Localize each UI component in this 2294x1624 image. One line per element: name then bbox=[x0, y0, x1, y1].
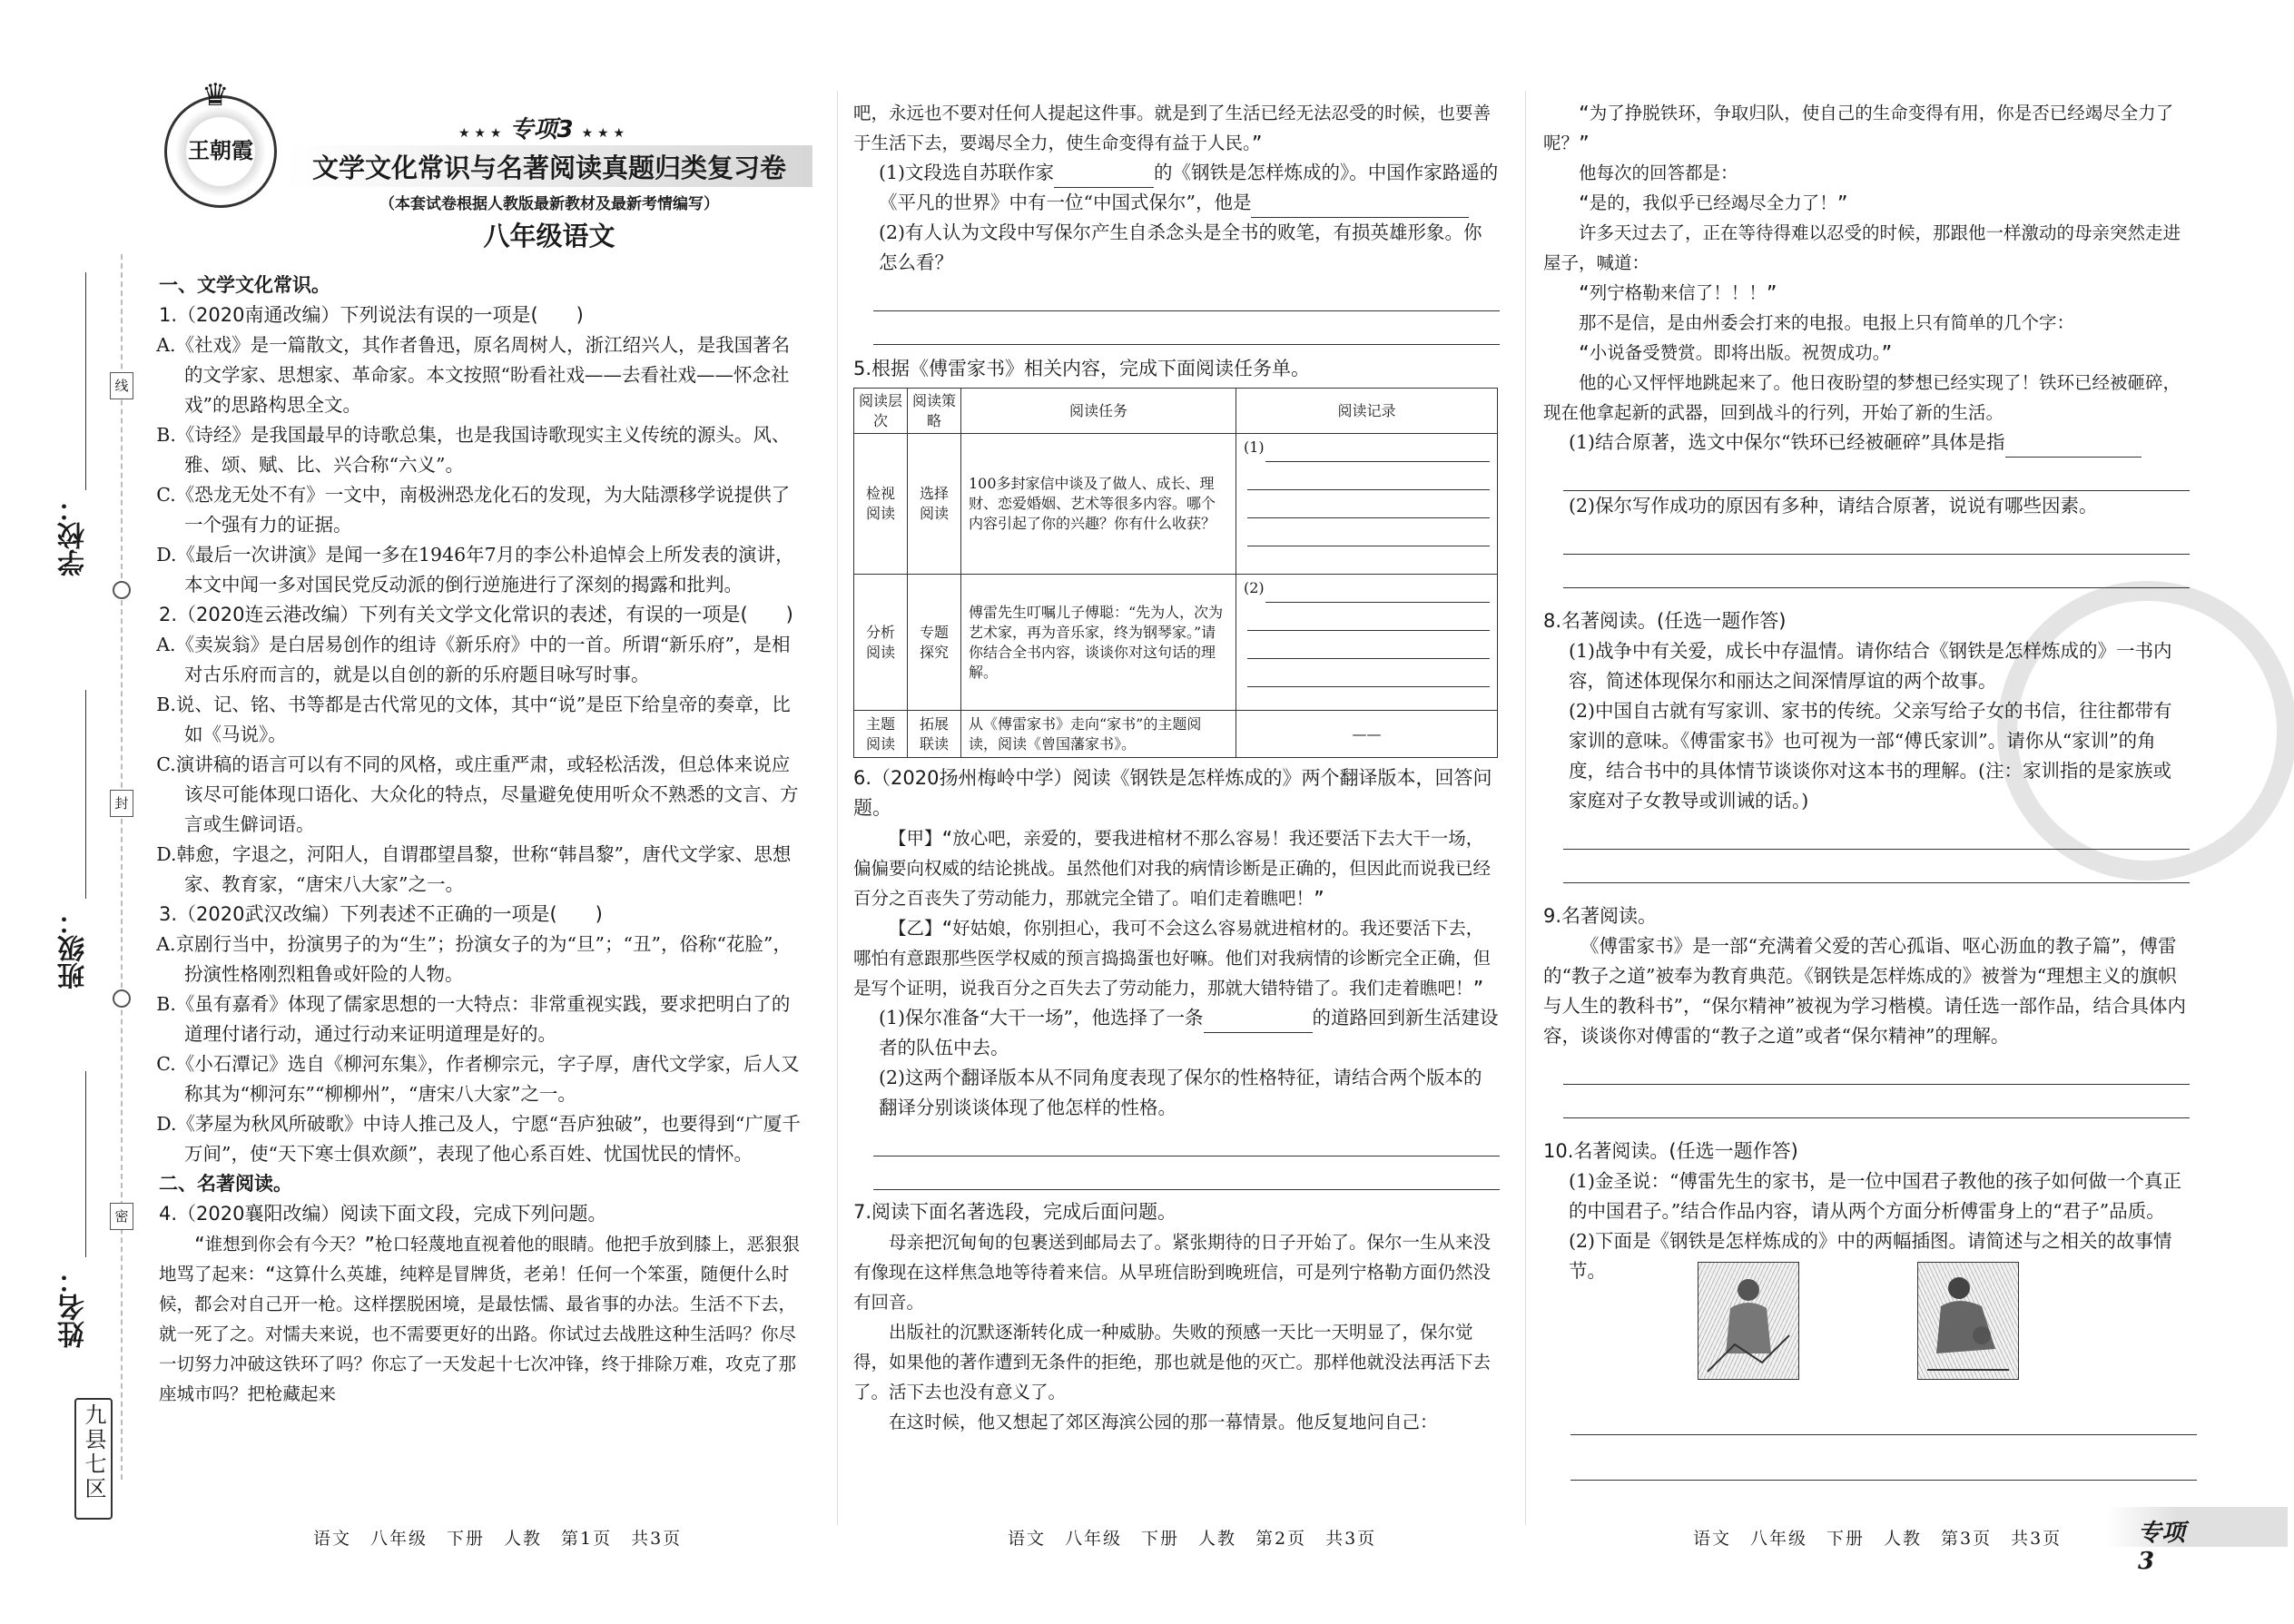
option-1a: A.《社戏》是一篇散文，其作者鲁迅，原名周树人，浙江绍兴人，是我国著名的文学家、思想家、革命家。本文按照“盼看社戏——去看社戏——怀念社戏”的思路构思全文。 bbox=[156, 334, 791, 416]
answer-line[interactable] bbox=[873, 1128, 1500, 1156]
option-3d: D.《茅屋为秋风所破歌》中诗人推己及人，宁愿“吾庐独破”，也要得到“广厦千万间”，使“天下寒士俱欢颜”，表现了他心系百姓、忧国忧民的情怀。 bbox=[156, 1113, 801, 1165]
question-10: 10.名著阅读。(任选一题作答) bbox=[1543, 1140, 1798, 1162]
section-tag: 专项3 bbox=[2138, 1520, 2186, 1575]
page-2-body bbox=[853, 98, 1500, 1437]
answer-line[interactable] bbox=[1570, 1480, 2197, 1481]
table-header: 阅读策略 bbox=[908, 389, 961, 434]
star-icon: ★ ★ ★ bbox=[458, 126, 502, 141]
answer-line[interactable] bbox=[1265, 445, 1490, 462]
question-10-2: (2)下面是《钢铁是怎样炼成的》中的两幅插图。请简述与之相关的故事情节。 bbox=[1569, 1230, 2172, 1282]
name-label: 姓名： bbox=[58, 1266, 90, 1348]
answer-line[interactable] bbox=[1247, 497, 1490, 518]
answer-blank[interactable] bbox=[1204, 1012, 1313, 1033]
answer-line[interactable] bbox=[1265, 586, 1490, 603]
table-row: 检视阅读 选择阅读 100多封家信中谈及了做人、成长、理财、恋爱婚姻、艺术等很多内容。哪个内容引起了你的兴趣？你有什么收获？ (1) bbox=[854, 434, 1498, 575]
grade-title: 八年级语文 bbox=[483, 221, 615, 251]
question-3: 3.（2020武汉改编）下列表述不正确的一项是( ) bbox=[159, 903, 603, 925]
answer-line[interactable] bbox=[1570, 1434, 2197, 1435]
question-6: 6.（2020扬州梅岭中学）阅读《钢铁是怎样炼成的》两个翻译版本，回答问题。 bbox=[853, 767, 1492, 819]
option-3c: C.《小石潭记》选自《柳河东集》，作者柳宗元，字子厚，唐代文学家，后人又称其为“柳河东”“柳柳州”，“唐宋八大家”之一。 bbox=[156, 1053, 800, 1105]
corner-tag bbox=[2106, 1507, 2288, 1547]
answer-line[interactable] bbox=[873, 317, 1500, 345]
question-8-1: (1)战争中有关爱，成长中存温情。请你结合《钢铁是怎样炼成的》一书内容，简述体现保尔和丽达之间深情厚谊的两个故事。 bbox=[1569, 640, 2172, 692]
illustration-figure bbox=[1698, 1263, 1798, 1379]
cut-label-secret: 密 bbox=[110, 1203, 133, 1230]
cut-label-line: 线 bbox=[110, 372, 133, 399]
column-divider bbox=[1525, 91, 1526, 1525]
table-row: 主题阅读 拓展联读 从《傅雷家书》走向“家书”的主题阅读，阅读《曾国藩家书》。 —— bbox=[854, 711, 1498, 758]
reading-task-table bbox=[853, 388, 1498, 758]
passage-7-5: 他每次的回答都是： bbox=[1579, 162, 1738, 183]
illustration-1 bbox=[1698, 1262, 1799, 1380]
passage-6-yi: 【乙】“好姑娘，你别担心，我可不会这么容易就进棺材的。我还要活下去，哪怕有意跟那些医学权威的预言捣捣蛋也好嘛。他们对我病情的诊断完全正确，但是写个证明，说我百分之百失去了劳动能力，那就大错特错了。我们走着瞧吧！” bbox=[853, 918, 1492, 999]
page-3-body bbox=[1543, 98, 2190, 1286]
answer-line[interactable] bbox=[1563, 527, 2190, 555]
passage-7-11: 他的心又怦怦地跳起来了。他日夜盼望的梦想已经实现了！铁环已经被砸碎，现在他拿起新的武器，回到战斗的行列，开始了新的生活。 bbox=[1543, 372, 2181, 423]
class-label: 班级： bbox=[58, 908, 90, 989]
page-1-body bbox=[156, 271, 808, 1409]
table-row: 分析阅读 专题探究 傅雷先生叮嘱儿子傅聪：“先为人，次为艺术家，再为音乐家，终为钢琴家。”请你结合全书内容，谈谈你对这句话的理解。 (2) bbox=[854, 575, 1498, 711]
question-4: 4.（2020襄阳改编）阅读下面文段，完成下列问题。 bbox=[159, 1203, 607, 1225]
cut-circle-2 bbox=[113, 989, 131, 1008]
option-3a: A.京剧行当中，扮演男子的为“生”；扮演女子的为“旦”；“丑”，俗称“花脸”，扮演性格刚烈粗鲁或奸险的人物。 bbox=[156, 933, 792, 985]
question-5: 5.根据《傅雷家书》相关内容，完成下面阅读任务单。 bbox=[853, 358, 1311, 379]
question-4-1: (1)文段选自苏联作家 的《钢铁是怎样炼成的》。中国作家路遥的《平凡的世界》中有一位“中国式保尔”，他是 bbox=[853, 158, 1500, 218]
county-badge: 九县七区 bbox=[74, 1398, 113, 1520]
passage-7-2: 出版社的沉默逐渐转化成一种威胁。失败的预感一天比一天明显了，保尔觉得，如果他的著作遭到无条件的拒绝，那也就是他的灭亡。那样他就没法再活下去了。活下去也没有意义了。 bbox=[853, 1322, 1492, 1403]
passage-7-4: “为了挣脱铁环，争取归队，使自己的生命变得有用，你是否已经竭尽全力了呢？” bbox=[1543, 103, 2174, 153]
passage-7-1: 母亲把沉甸甸的包裹送到邮局去了。紧张期待的日子开始了。保尔一生从来没有像现在这样焦急地等待着来信。从早班信盼到晚班信，可是列宁格勒方面仍然没有回音。 bbox=[853, 1232, 1492, 1313]
brand-logo: ♛ 王朝霞 bbox=[164, 95, 277, 208]
page-1 bbox=[156, 0, 812, 1624]
option-2a: A.《卖炭翁》是白居易创作的组诗《新乐府》中的一首。所谓“新乐府”，是相对古乐府而言的，就是以自创的新的乐府题目咏写时事。 bbox=[156, 634, 791, 685]
page-footer: 语文 八年级 下册 人教 第2页 共3页 bbox=[1008, 1529, 1377, 1549]
question-4-2: (2)有人认为文段中写保尔产生自杀念头是全书的败笔，有损英雄形象。你怎么看？ bbox=[879, 221, 1482, 273]
table-header: 阅读层次 bbox=[854, 389, 908, 434]
name-field-line bbox=[85, 1071, 86, 1257]
option-2d: D.韩愈，字退之，河阳人，自谓郡望昌黎，世称“韩昌黎”，唐代文学家、思想家、教育家，“唐宋八大家”之一。 bbox=[156, 843, 792, 895]
option-3b: B.《虽有嘉肴》体现了儒家思想的一大特点：非常重视实践，要求把明白了的道理付诸行动，通过行动来证明道理是好的。 bbox=[156, 993, 791, 1045]
answer-line[interactable] bbox=[1563, 1057, 2190, 1085]
passage-6-jia: 【甲】“放心吧，亲爱的，要我进棺材不那么容易！我还要活下去大干一场，偏偏要向权威的结论挑战。虽然他们对我的病情诊断是正确的，但因此而说我已经百分之百丧失了劳动能力，那就完全错了。咱们走着瞧吧！” bbox=[853, 828, 1492, 909]
answer-blank[interactable] bbox=[2005, 437, 2141, 458]
answer-line[interactable] bbox=[1563, 560, 2190, 588]
answer-line[interactable] bbox=[873, 1162, 1500, 1190]
passage-7-6: “是的，我似乎已经竭尽全力了！” bbox=[1579, 192, 1848, 213]
crown-icon: ♛ bbox=[202, 77, 230, 113]
answer-line[interactable] bbox=[1563, 822, 2190, 850]
series-tag: ★ ★ ★ 专项3 ★ ★ ★ bbox=[458, 116, 625, 143]
passage-7-7: 许多天过去了，正在等待得难以忍受的时候，那跟他一样激动的母亲突然走进屋子，喊道： bbox=[1543, 222, 2181, 273]
star-icon: ★ ★ ★ bbox=[581, 126, 625, 141]
column-divider bbox=[837, 91, 838, 1525]
question-7: 7.阅读下面名著选段，完成后面问题。 bbox=[853, 1201, 1177, 1223]
school-label: 学校： bbox=[58, 495, 90, 576]
table-header: 阅读任务 bbox=[961, 389, 1236, 434]
passage-4: “谁想到你会有今天？”枪口轻蔑地直视着他的眼睛。他把手放到膝上，恶狠狠地骂了起来：“这算什么英雄，纯粹是冒牌货，老弟！任何一个笨蛋，随便什么时候，都会对自己开一枪。这样摆脱困境，是最怯懦、最省事的办法。生活不下去，就一死了之。对懦夫来说，也不需要更好的出路。你试过去战胜这种生活吗？你尽一切努力冲破这铁环了吗？你忘了一天发起十七次冲锋，终于排除万难，攻克了那座城市吗？把枪藏起来 bbox=[159, 1234, 800, 1404]
answer-line[interactable] bbox=[1247, 526, 1490, 546]
answer-blank[interactable] bbox=[1251, 197, 1469, 218]
question-8-2: (2)中国自古就有写家训、家书的传统。父亲写给子女的书信，往往都带有家训的意味。《傅雷家书》也可视为一部“傅氏家训”。请你从“家训”的角度，结合书中的具体情节谈谈你对这本书的理解。(注：家训指的是家族或家庭对子女教导或训诫的话。) bbox=[1569, 700, 2172, 812]
question-6-2: (2)这两个翻译版本从不同角度表现了保尔的性格特征，请结合两个版本的翻译分别谈谈体现了他怎样的性格。 bbox=[879, 1067, 1482, 1118]
passage-7-9: 那不是信，是由州委会打来的电报。电报上只有简单的几个字： bbox=[1579, 312, 2075, 333]
passage-7-10: “小说备受赞赏。即将出版。祝贺成功。” bbox=[1579, 342, 1893, 363]
question-8: 8.名著阅读。(任选一题作答) bbox=[1543, 610, 1787, 632]
school-field-line bbox=[85, 272, 86, 490]
class-field-line bbox=[85, 690, 86, 899]
option-2c: C.演讲稿的语言可以有不同的风格，或庄重严肃，或轻松活泼，但总体来说应该尽可能体现口语化、大众化的特点，尽量避免使用听众不熟悉的文言、方言或生僻词语。 bbox=[156, 753, 799, 835]
page-3 bbox=[1543, 0, 2197, 1624]
section-heading: 一、文学文化常识。 bbox=[159, 274, 330, 296]
answer-line[interactable] bbox=[1247, 610, 1490, 631]
answer-line[interactable] bbox=[1563, 463, 2190, 491]
page-footer: 语文 八年级 下册 人教 第1页 共3页 bbox=[313, 1529, 683, 1549]
option-1d: D.《最后一次讲演》是闻一多在1946年7月的李公朴追悼会上所发表的演讲，本文中闻一多对国民党反动派的倒行逆施进行了深刻的揭露和批判。 bbox=[156, 544, 794, 595]
answer-line[interactable] bbox=[1247, 469, 1490, 490]
cut-label-seal: 封 bbox=[110, 790, 133, 817]
question-7-2: (2)保尔写作成功的原因有多种，请结合原著，说说有哪些因素。 bbox=[1569, 495, 2098, 517]
answer-line[interactable] bbox=[1563, 855, 2190, 883]
answer-line[interactable] bbox=[1563, 1090, 2190, 1118]
question-6-1: (1)保尔准备“大干一场”，他选择了一条 的道路回到新生活建设者的队伍中去。 bbox=[879, 1007, 1499, 1058]
illustration-figure bbox=[1918, 1263, 2018, 1379]
subtitle-note: （本套试卷根据人教版最新教材及最新考情编写） bbox=[379, 195, 719, 213]
question-1: 1.（2020南通改编）下列说法有误的一项是( ) bbox=[159, 304, 584, 326]
page-2 bbox=[853, 0, 1507, 1624]
page-title: 文学文化常识与名著阅读真题归类复习卷 bbox=[311, 153, 786, 183]
question-10-1: (1)金圣说：“傅雷先生的家书，是一位中国君子教他的孩子如何做一个真正的中国君子。”结合作品内容，请从两个方面分析傅雷身上的“君子”品质。 bbox=[1569, 1170, 2182, 1222]
passage-7-8: “列宁格勒来信了！！！” bbox=[1579, 282, 1777, 303]
cut-circle-1 bbox=[113, 581, 131, 599]
section-heading: 二、名著阅读。 bbox=[159, 1173, 292, 1195]
answer-line[interactable] bbox=[1247, 638, 1490, 659]
cut-line bbox=[121, 254, 123, 1480]
answer-line[interactable] bbox=[1247, 666, 1490, 687]
option-1c: C.《恐龙无处不有》一文中，南极洲恐龙化石的发现，为大陆漂移学说提供了一个强有力的证据。 bbox=[156, 484, 791, 536]
passage-7-3: 在这时候，他又想起了郊区海滨公园的那一幕情景。他反复地问自己： bbox=[889, 1412, 1438, 1432]
question-7-1: (1)结合原著，选文中保尔“铁环已经被砸碎”具体是指 bbox=[1543, 428, 2190, 458]
answer-line[interactable] bbox=[873, 283, 1500, 311]
passage-4-cont: 吧，永远也不要对任何人提起这件事。就是到了生活已经无法忍受的时候，也要善于生活下去，要竭尽全力，使生命变得有益于人民。” bbox=[853, 103, 1492, 153]
question-2: 2.（2020连云港改编）下列有关文学文化常识的表述，有误的一项是( ) bbox=[159, 604, 793, 625]
page-footer: 语文 八年级 下册 人教 第3页 共3页 bbox=[1693, 1529, 2063, 1549]
question-9: 9.名著阅读。 bbox=[1543, 905, 1658, 927]
option-2b: B.说、记、铭、书等都是古代常见的文体，其中“说”是臣下给皇帝的奏章，比如《马说》。 bbox=[156, 694, 791, 745]
answer-blank[interactable] bbox=[1054, 167, 1154, 188]
question-9-text: 《傅雷家书》是一部“充满着父爱的苦心孤诣、呕心沥血的教子篇”，傅雷的“教子之道”被奉为教育典范。《钢铁是怎样炼成的》被誉为“理想主义的旗帜与人生的教科书”，“保尔精神”被视为学习楷模。请任选一部作品，结合具体内容，谈谈你对傅雷的“教子之道”或者“保尔精神”的理解。 bbox=[1543, 935, 2186, 1047]
binding-margin bbox=[0, 0, 159, 1624]
illustration-2 bbox=[1917, 1262, 2019, 1380]
option-1b: B.《诗经》是我国最早的诗歌总集，也是我国诗歌现实主义传统的源头。风、雅、颂、赋、比、兴合称“六义”。 bbox=[156, 424, 791, 476]
table-header: 阅读记录 bbox=[1236, 389, 1498, 434]
